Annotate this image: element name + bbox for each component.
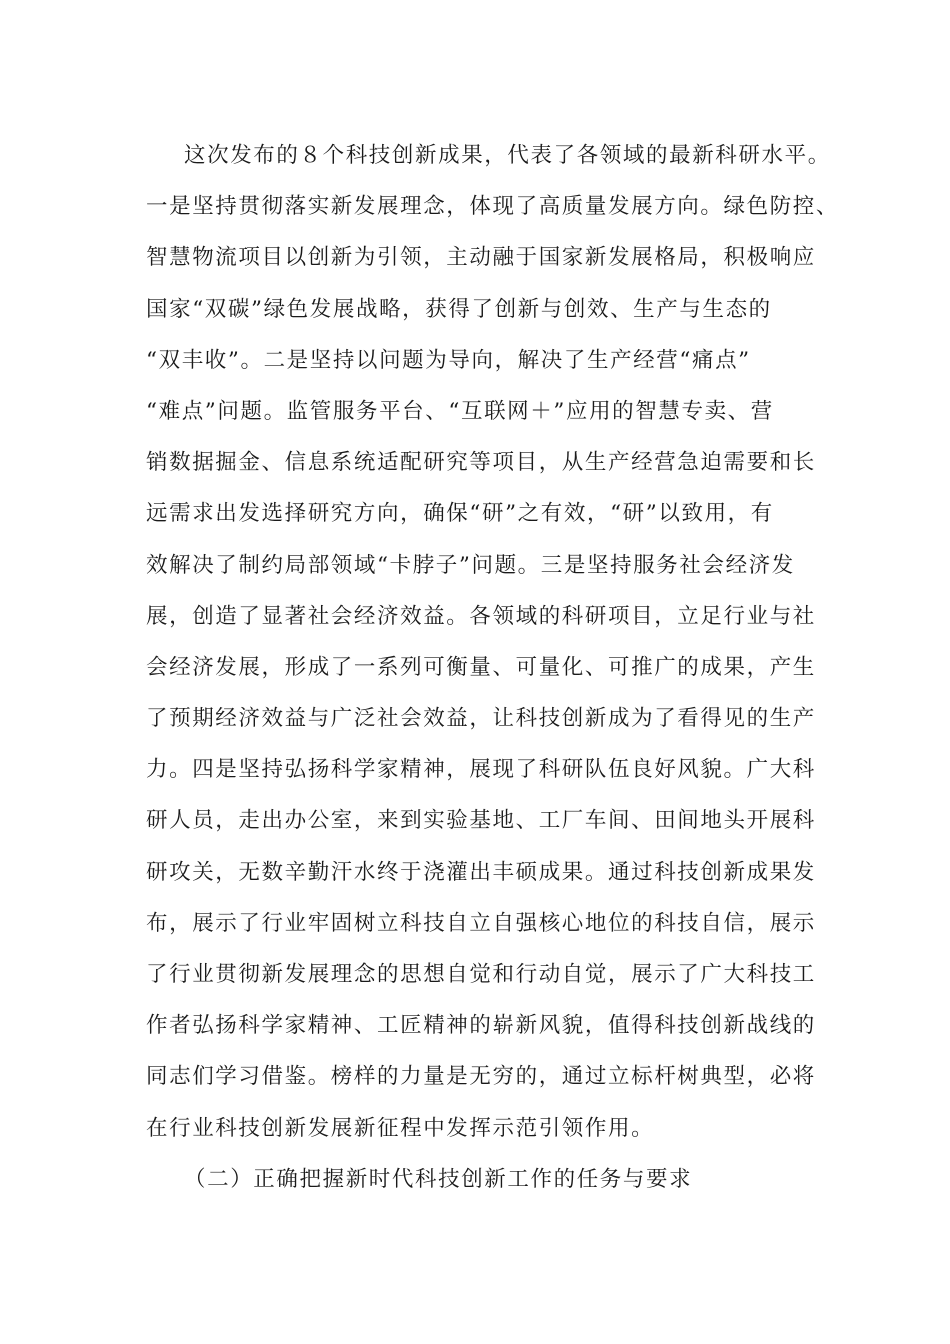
paragraph-line-20: 在行业科技创新发展新征程中发挥示范引领作用。	[146, 1115, 655, 1141]
paragraph-line-16: 布，展示了行业牢固树立科技自立自强核心地位的科技自信，展示	[146, 910, 816, 936]
paragraph-line-8: 远需求出发选择研究方向，确保“研”之有效，“研”以致用，有	[146, 501, 774, 527]
paragraph-line-3: 智慧物流项目以创新为引领，主动融于国家新发展格局，积极响应	[146, 245, 816, 271]
paragraph-line-2: 一是坚持贯彻落实新发展理念，体现了高质量发展方向。绿色防控、	[146, 194, 840, 220]
paragraph-line-19: 同志们学习借鉴。榜样的力量是无穷的，通过立标杆树典型，必将	[146, 1064, 816, 1090]
paragraph-line-11: 会经济发展，形成了一系列可衡量、可量化、可推广的成果，产生	[146, 654, 816, 680]
paragraph-line-5: “双丰收”。二是坚持以问题为导向，解决了生产经营“痛点”	[146, 347, 751, 373]
paragraph-line-18: 作者弘扬科学家精神、工匠精神的崭新风貌，值得科技创新战线的	[146, 1013, 816, 1039]
paragraph-line-4: 国家“双碳”绿色发展战略，获得了创新与创效、生产与生态的	[146, 296, 772, 322]
paragraph-line-13: 力。四是坚持弘扬科学家精神，展现了科研队伍良好风貌。广大科	[146, 757, 816, 783]
document-body	[146, 130, 840, 1205]
paragraph-line-1: 这次发布的８个科技创新成果，代表了各领域的最新科研水平。	[184, 143, 831, 168]
paragraph-line-10: 展，创造了显著社会经济效益。各领域的科研项目，立足行业与社	[146, 603, 816, 629]
paragraph-line-15: 研攻关，无数辛勤汗水终于浇灌出丰硕成果。通过科技创新成果发	[146, 859, 816, 885]
paragraph-line-12: 了预期经济效益与广泛社会效益，让科技创新成为了看得见的生产	[146, 706, 816, 732]
paragraph-line-14: 研人员，走出办公室，来到实验基地、工厂车间、田间地头开展科	[146, 808, 816, 834]
paragraph-line-9: 效解决了制约局部领域“卡脖子”问题。三是坚持服务社会经济发	[146, 552, 795, 578]
paragraph-line-17: 了行业贯彻新发展理念的思想自觉和行动自觉，展示了广大科技工	[146, 962, 816, 987]
section-heading: （二）正确把握新时代科技创新工作的任务与要求	[184, 1166, 693, 1192]
paragraph-line-7: 销数据掘金、信息系统适配研究等项目，从生产经营急迫需要和长	[146, 450, 816, 476]
paragraph-line-6: “难点”问题。监管服务平台、“互联网＋”应用的智慧专卖、营	[146, 398, 774, 424]
